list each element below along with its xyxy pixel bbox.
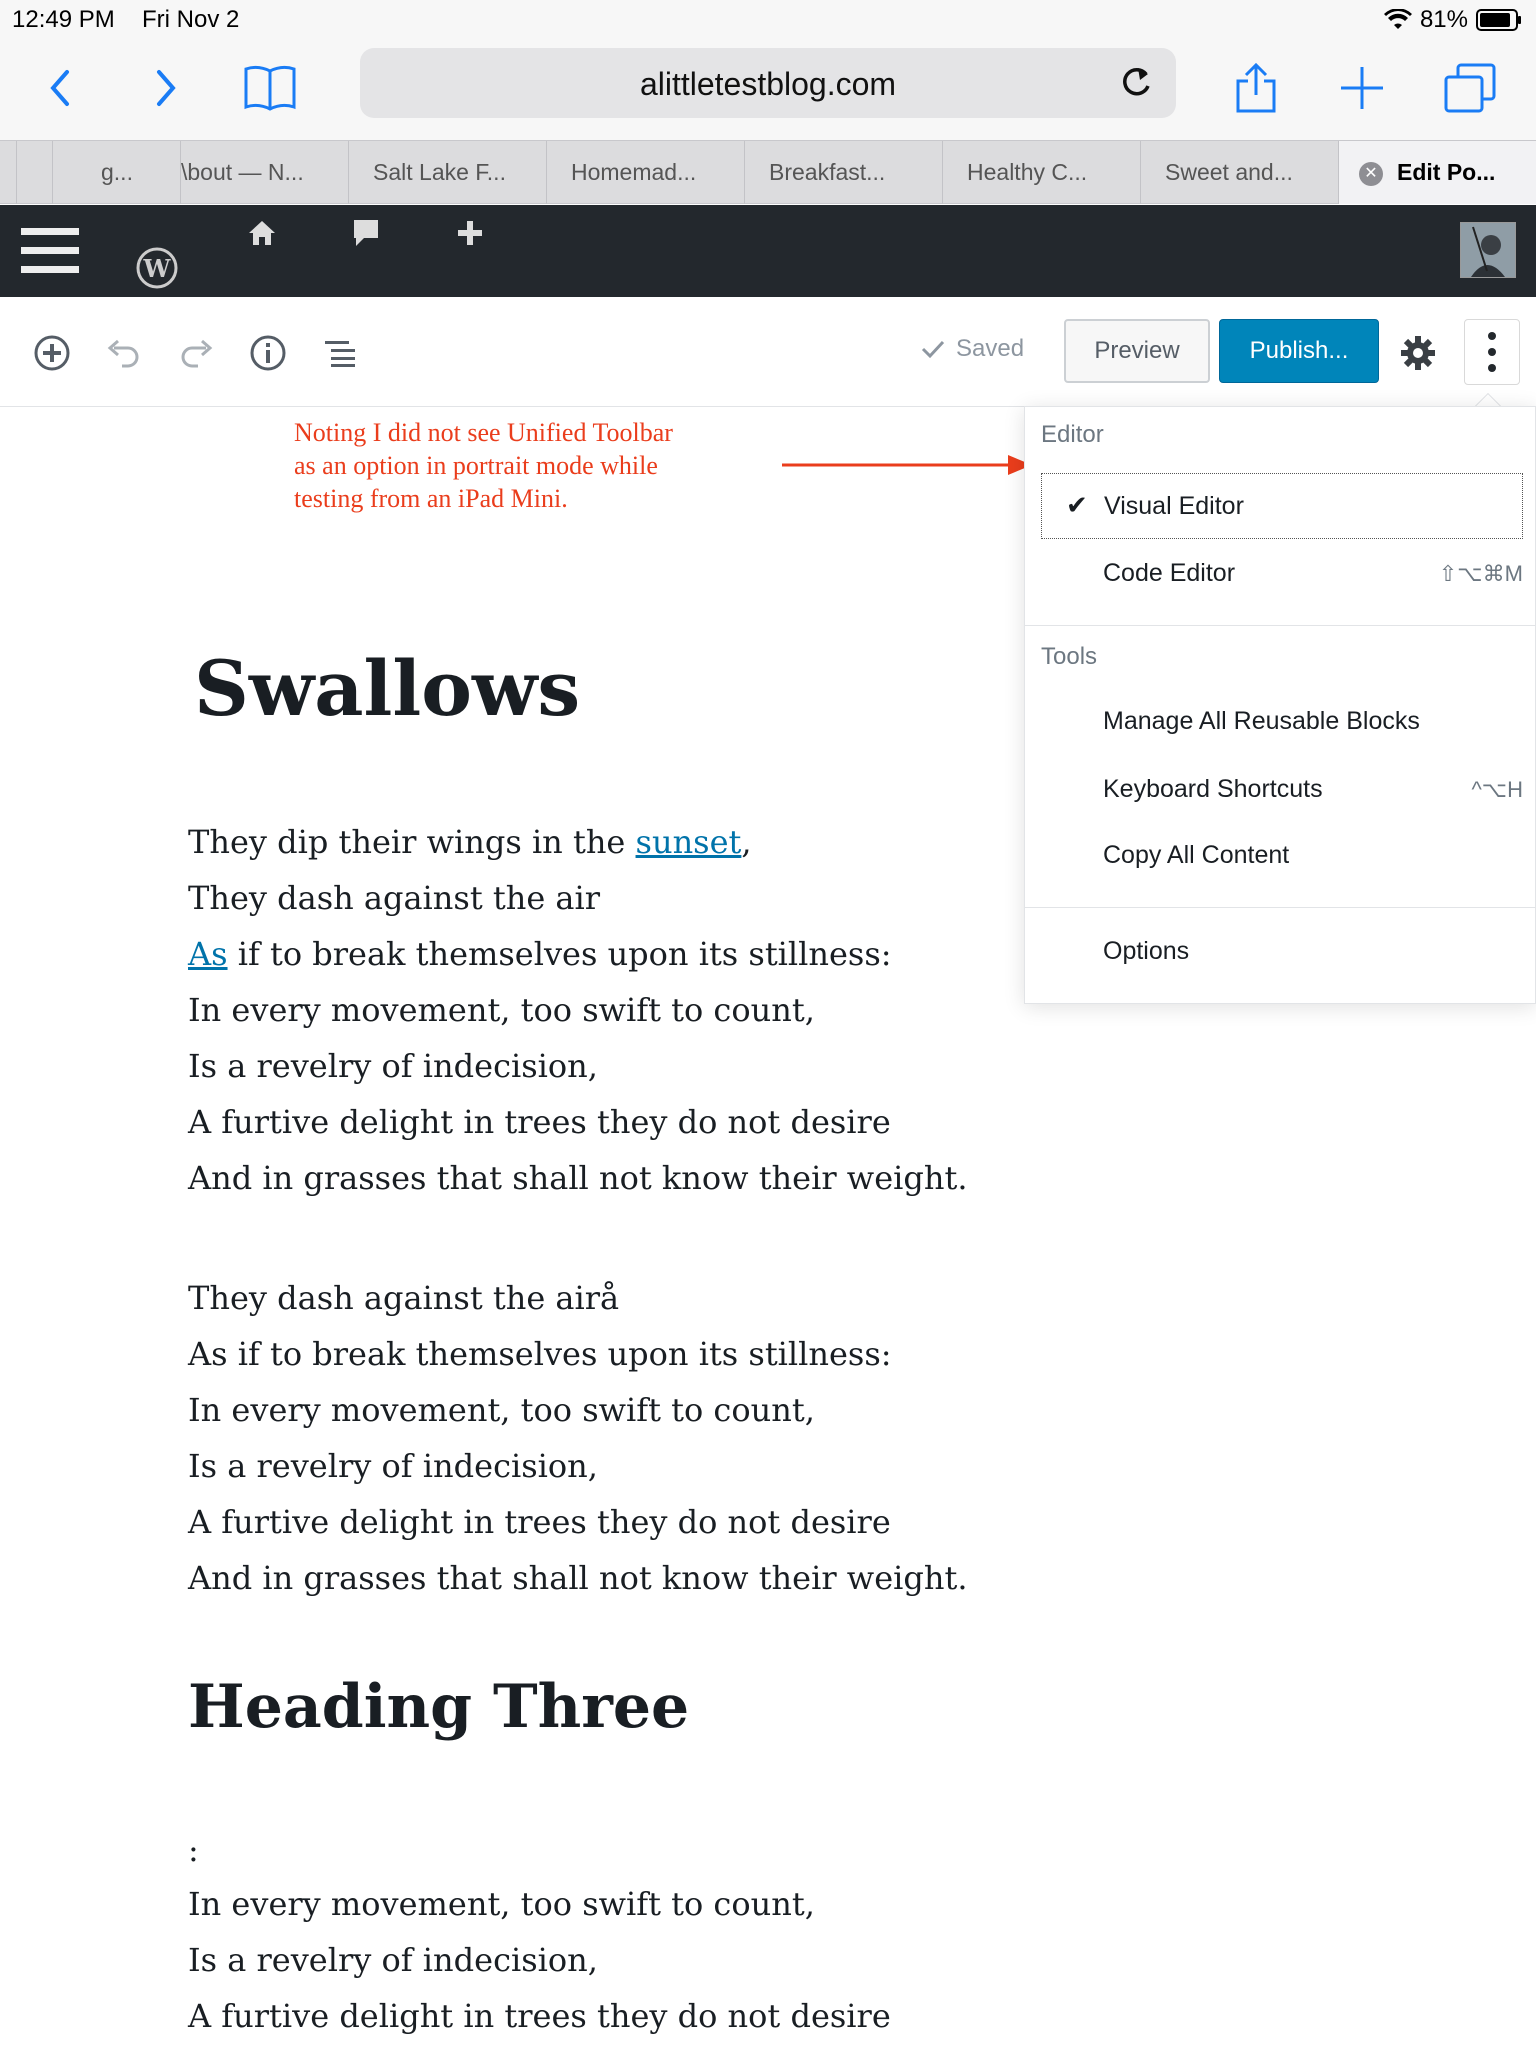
copy-content-label: Copy All Content — [1103, 841, 1290, 869]
poem-line[interactable]: And in grasses that shall not know their weight. — [188, 1559, 968, 1597]
settings-gear-icon[interactable] — [1398, 333, 1438, 373]
home-icon[interactable] — [246, 217, 278, 249]
annotation-line-1: Noting I did not see Unified Toolbar — [294, 418, 673, 447]
redo-icon[interactable] — [176, 333, 216, 373]
more-vertical-icon — [1465, 320, 1521, 386]
annotation-note — [294, 416, 673, 515]
poem-line[interactable] — [188, 814, 752, 870]
battery-icon — [1476, 9, 1522, 31]
visual-editor-item[interactable] — [1041, 473, 1523, 539]
poem-text: if to break themselves upon its stillness: — [227, 935, 892, 973]
poem-line[interactable]: Is a revelry of indecision, — [188, 1047, 598, 1085]
battery-percent: 81% — [1419, 6, 1468, 33]
tools-group-label: Tools — [1041, 643, 1098, 670]
checkmark-icon: ✔ — [1066, 490, 1088, 520]
post-title[interactable]: Swallows — [194, 644, 581, 733]
svg-text:W: W — [143, 254, 171, 283]
tab-active-label: Edit Po... — [1397, 159, 1496, 185]
wordpress-logo-icon[interactable] — [136, 247, 178, 289]
new-content-icon[interactable] — [454, 217, 486, 249]
poem-line[interactable]: A furtive delight in trees they do not desire — [188, 1503, 891, 1541]
annotation-arrow-icon — [782, 450, 1034, 480]
tab-stack[interactable] — [16, 141, 52, 204]
tab-4[interactable]: Homemad... — [546, 141, 744, 204]
preview-button[interactable]: Preview — [1064, 319, 1210, 383]
tab-7[interactable]: Sweet and... — [1140, 141, 1338, 204]
reload-icon[interactable] — [1116, 62, 1156, 102]
undo-icon[interactable] — [104, 333, 144, 373]
poem-line[interactable]: Is a revelry of indecision, — [188, 1447, 598, 1485]
heading-three[interactable]: Heading Three — [188, 1672, 690, 1742]
poem-line[interactable]: : — [188, 1831, 199, 1869]
wp-admin-bar — [0, 205, 1536, 297]
keyboard-shortcuts-item[interactable] — [1041, 757, 1523, 823]
more-menu-dropdown — [1024, 406, 1536, 1004]
status-bar — [0, 0, 1536, 40]
poem-line[interactable] — [188, 926, 892, 982]
avatar[interactable] — [1460, 222, 1516, 278]
tab-2[interactable]: \bout — N... — [180, 141, 348, 204]
wifi-icon — [1384, 9, 1412, 31]
more-menu-button[interactable] — [1464, 319, 1520, 385]
poem-line[interactable]: And in grasses that shall not know their weight. — [188, 1159, 968, 1197]
code-editor-label: Code Editor — [1103, 559, 1236, 587]
options-label: Options — [1103, 937, 1190, 965]
options-item[interactable] — [1041, 919, 1523, 985]
poem-line[interactable]: In every movement, too swift to count, — [188, 991, 815, 1029]
bookmarks-icon[interactable] — [240, 58, 300, 118]
poem-line[interactable]: In every movement, too swift to count, — [188, 1885, 815, 1923]
poem-line[interactable]: They dash against the airå — [188, 1279, 620, 1317]
menu-toggle-icon[interactable] — [20, 225, 80, 277]
close-tab-icon[interactable]: ✕ — [1359, 162, 1383, 186]
editor-toolbar — [0, 297, 1536, 407]
comments-icon[interactable] — [350, 217, 382, 249]
menu-divider — [1025, 625, 1536, 626]
poem-line[interactable]: As if to break themselves upon its stillness: — [188, 1335, 892, 1373]
tab-active[interactable] — [1338, 141, 1536, 204]
tabs-overview-icon[interactable] — [1440, 58, 1500, 118]
poem-text: They dip their wings in the — [188, 823, 636, 861]
manage-reusable-blocks-item[interactable] — [1041, 689, 1523, 755]
annotation-line-2: as an option in portrait mode while — [294, 451, 658, 480]
info-icon[interactable] — [248, 333, 288, 373]
tab-3[interactable]: Salt Lake F... — [348, 141, 546, 204]
code-editor-shortcut: ⇧⌥⌘M — [1438, 561, 1523, 586]
poem-line[interactable]: A furtive delight in trees they do not desire — [188, 1103, 891, 1141]
publish-button[interactable]: Publish... — [1219, 319, 1379, 383]
status-date: Fri Nov 2 — [142, 6, 240, 33]
tab-1[interactable]: g... — [52, 141, 180, 204]
block-navigation-icon[interactable] — [320, 333, 360, 373]
poem-line[interactable]: They dash against the air — [188, 879, 601, 917]
keyboard-shortcuts-label: Keyboard Shortcuts — [1103, 775, 1323, 803]
status-time: 12:49 PM — [12, 6, 115, 33]
manage-blocks-label: Manage All Reusable Blocks — [1103, 707, 1420, 735]
browser-toolbar — [0, 40, 1536, 140]
saved-status — [920, 335, 1024, 363]
tab-bar — [0, 140, 1536, 204]
saved-label: Saved — [956, 335, 1025, 362]
url-text: alittletestblog.com — [639, 66, 897, 102]
forward-icon[interactable] — [136, 58, 196, 118]
share-icon[interactable] — [1226, 58, 1286, 118]
menu-divider — [1025, 907, 1536, 908]
editor-group-label: Editor — [1041, 421, 1104, 448]
add-block-icon[interactable] — [32, 333, 72, 373]
annotation-line-3: testing from an iPad Mini. — [294, 484, 568, 513]
tab-5[interactable]: Breakfast... — [744, 141, 942, 204]
back-icon[interactable] — [30, 58, 90, 118]
poem-line[interactable]: Is a revelry of indecision, — [188, 1941, 598, 1979]
address-bar[interactable] — [360, 48, 1176, 118]
new-tab-icon[interactable] — [1332, 58, 1392, 118]
tab-6[interactable]: Healthy C... — [942, 141, 1140, 204]
saved-check-icon — [920, 338, 946, 360]
poem-line[interactable]: A furtive delight in trees they do not desire — [188, 1997, 891, 2035]
copy-all-content-item[interactable] — [1041, 823, 1523, 889]
keyboard-shortcuts-shortcut: ^⌥H — [1471, 777, 1523, 802]
visual-editor-label: Visual Editor — [1104, 492, 1244, 520]
code-editor-item[interactable] — [1041, 541, 1523, 607]
as-link[interactable]: As — [188, 935, 228, 973]
poem-line[interactable]: In every movement, too swift to count, — [188, 1391, 815, 1429]
sunset-link[interactable]: sunset — [635, 823, 742, 861]
poem-text: , — [741, 823, 752, 861]
